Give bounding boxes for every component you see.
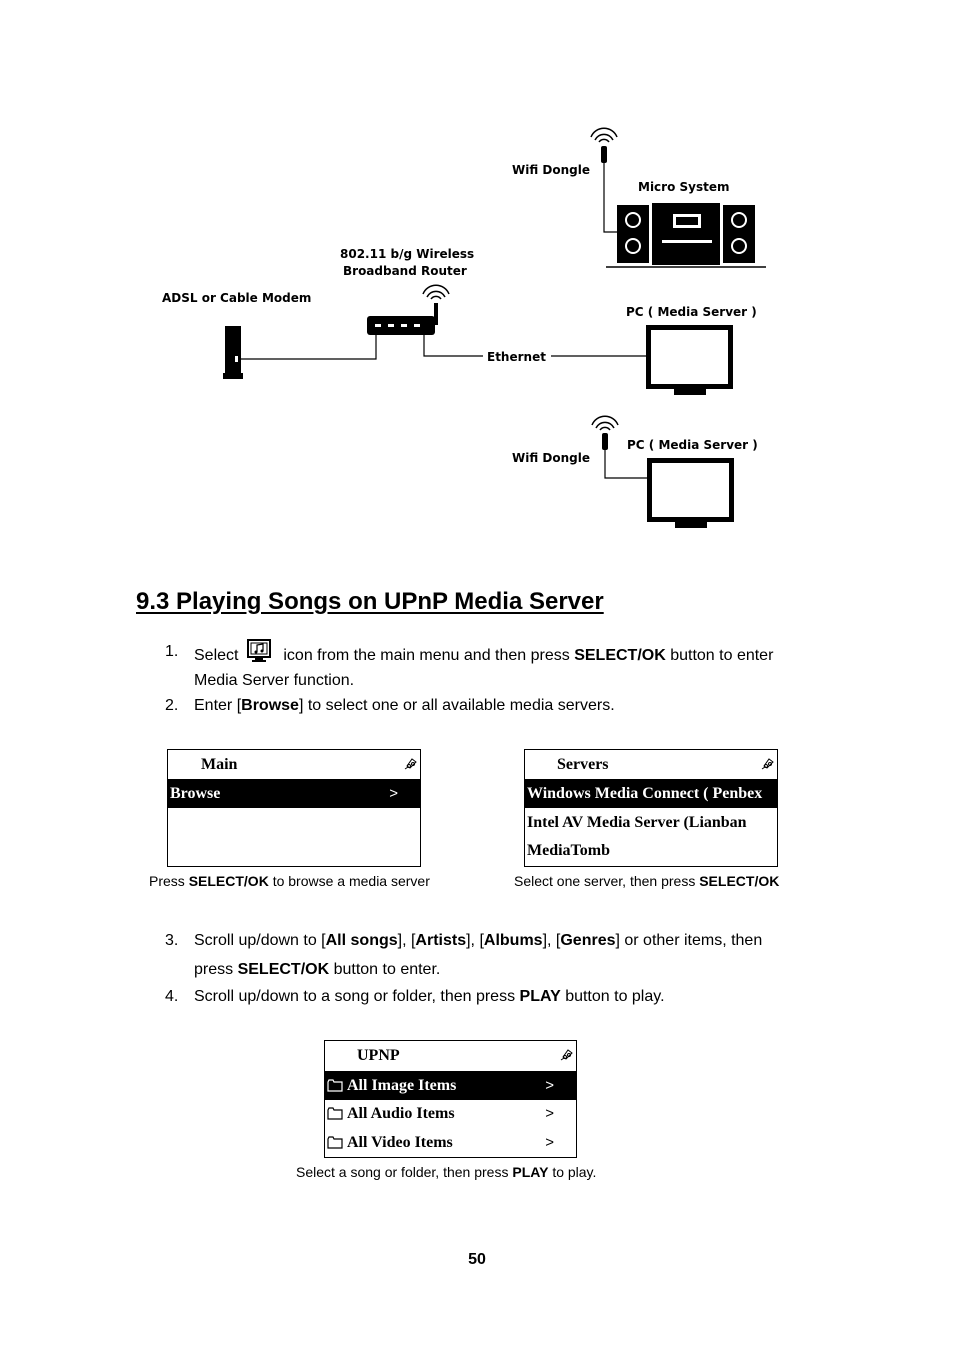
chevron-right-icon: > [545,1077,554,1094]
menu-item-all-audio-items[interactable] [325,1099,576,1128]
menu-item-all-image-items[interactable] [325,1071,576,1100]
screen-main [167,749,421,867]
screen-title: UPNP [357,1047,400,1064]
label-wifi-dongle-bottom: Wifi Dongle [512,451,591,465]
media-server-icon [247,639,273,663]
server-item[interactable]: Windows Media Connect ( Penbex [525,779,777,808]
caption-upnp: Select a song or folder, then press PLAY to play. [296,1164,597,1180]
micro-system [606,203,766,267]
step-number: 2. [165,697,179,714]
pc-monitor-1 [646,325,733,395]
network-diagram [0,0,954,560]
label-router-line1: 802.11 b/g Wireless [340,247,475,261]
modem-device [223,326,243,379]
router-device [367,285,449,335]
folder-icon [327,1107,343,1120]
step-bold: SELECT/OK [574,647,666,664]
label-pc-server-1: PC ( Media Server ) [626,305,757,319]
step-number: 1. [165,643,179,660]
screen-title: Servers [557,756,609,773]
network-signal-icon [761,756,775,770]
network-signal-icon [560,1047,574,1061]
server-item[interactable]: MediaTomb [527,842,610,859]
step-text: Media Server function. [194,672,355,689]
step-number: 4. [165,988,179,1005]
menu-item-label: All Audio Items [347,1105,455,1122]
menu-item-browse[interactable] [168,779,420,808]
pc-monitor-2 [647,458,734,528]
caption-servers: Select one server, then press SELECT/OK [514,873,780,889]
chevron-right-icon: > [389,785,398,802]
menu-item-all-video-items[interactable] [325,1128,576,1157]
screen-title: Main [201,756,238,773]
wifi-dongle-top [591,128,617,163]
step-bold: Browse [241,697,299,714]
menu-item-label: All Video Items [347,1134,453,1151]
label-router-line2: Broadband Router [343,264,467,278]
wifi-dongle-bottom [592,416,618,450]
screen-upnp [324,1040,577,1158]
step-text: ] to select one or all available media servers. [298,697,615,714]
network-signal-icon [404,756,418,770]
server-item[interactable]: Intel AV Media Server (Lianban [527,814,747,831]
caption-main: Press SELECT/OK to browse a media server [149,873,430,889]
section-title: 9.3 Playing Songs on UPnP Media Server [136,588,604,615]
folder-icon [327,1079,343,1092]
menu-item-label: All Image Items [347,1077,457,1094]
step-text: button to enter [670,647,774,664]
label-pc-server-2: PC ( Media Server ) [627,438,758,452]
label-micro-system: Micro System [638,180,730,194]
step-text: Enter [ [194,697,242,714]
step-text: Select [194,647,239,664]
label-ethernet: Ethernet [487,350,546,364]
label-modem: ADSL or Cable Modem [162,291,312,305]
step-text: icon from the main menu and then press [283,647,570,664]
screen-servers [524,749,778,867]
chevron-right-icon: > [545,1105,554,1122]
step-number: 3. [165,932,179,949]
page-number: 50 [468,1251,486,1268]
folder-icon [327,1136,343,1149]
menu-item-label: Browse [170,785,221,802]
label-wifi-dongle-top: Wifi Dongle [512,163,591,177]
chevron-right-icon: > [545,1134,554,1151]
